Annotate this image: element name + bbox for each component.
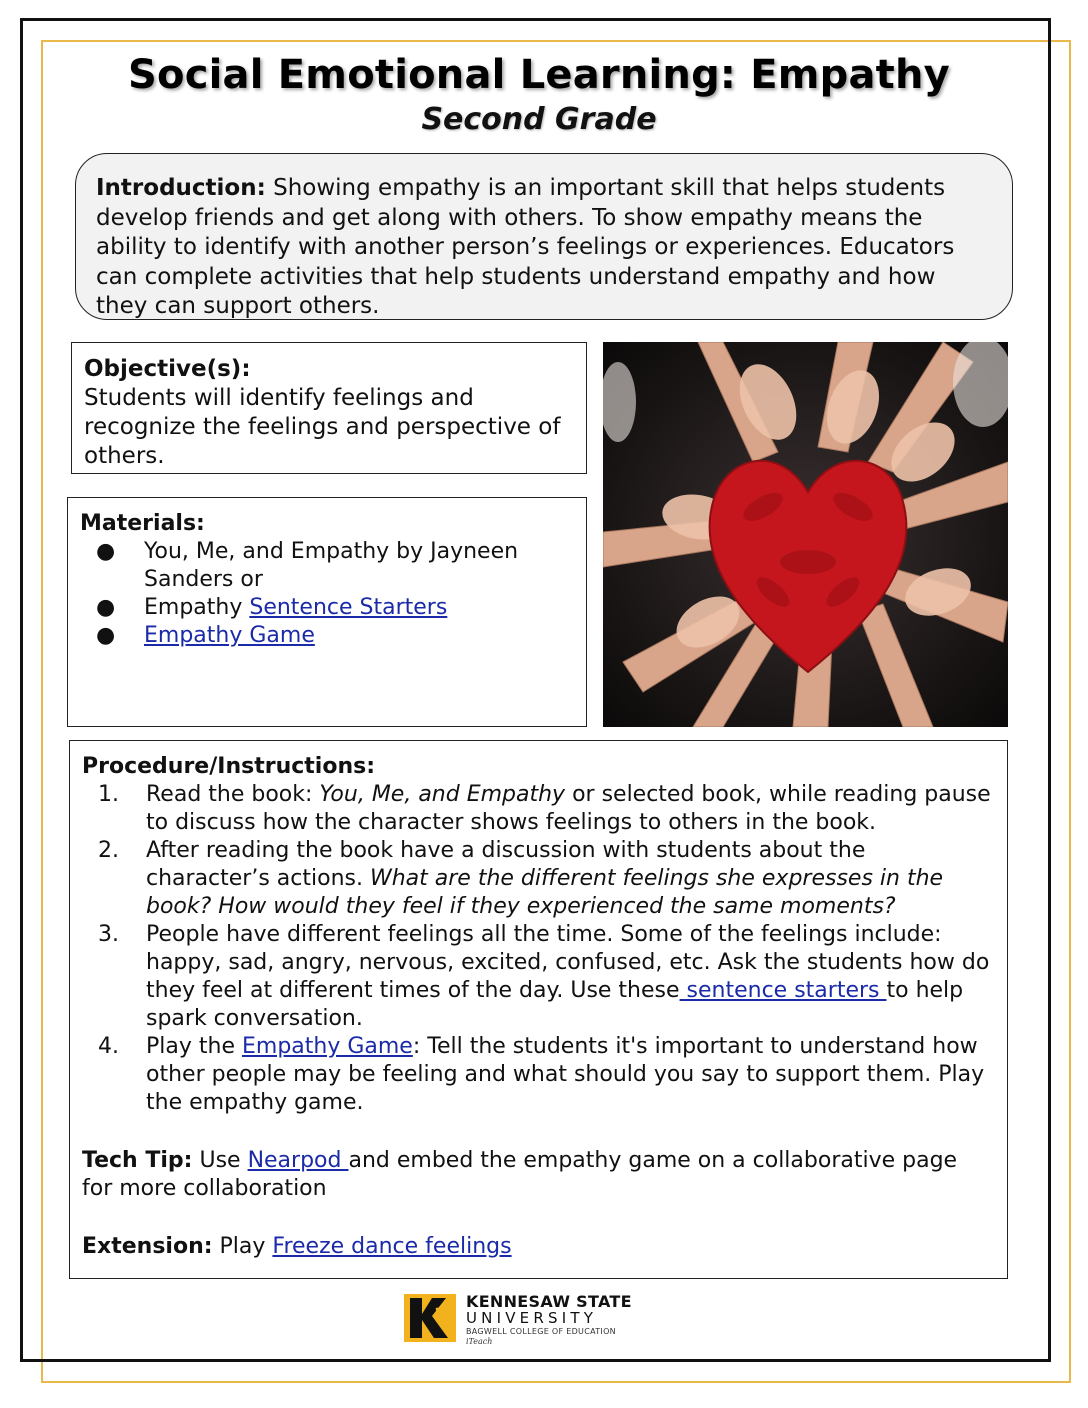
step-text: Play the (146, 1034, 242, 1059)
bullet: ● (96, 595, 116, 620)
procedure-steps (82, 781, 993, 1117)
page-subtitle: Second Grade (421, 102, 657, 137)
ksu-iteach: iTeach (466, 1337, 493, 1346)
tech-tip (82, 1147, 993, 1203)
ksu-college: BAGWELL COLLEGE OF EDUCATION (466, 1327, 616, 1336)
bullet: ● (96, 623, 116, 648)
list-item (80, 538, 574, 594)
step-number: 3. (98, 922, 119, 947)
hands-heart-image (603, 342, 1008, 727)
step-number: 1. (98, 782, 119, 807)
materials-label: Materials: (80, 511, 205, 536)
extension-label: Extension: (82, 1234, 213, 1259)
sentence-starters-link[interactable]: sentence starters (679, 978, 887, 1003)
list-item (80, 622, 574, 650)
materials-item-book: You, Me, and Empathy by Jayneen Sanders or (144, 539, 519, 592)
objective-box (71, 342, 587, 474)
freeze-dance-link[interactable]: Freeze dance feelings (272, 1234, 512, 1259)
ksu-name: KENNESAW STATE (466, 1292, 632, 1311)
objective-text: Students will identify feelings and recognize the feelings and perspective of others. (84, 385, 561, 469)
introduction-box (75, 153, 1013, 320)
step-text: : Tell the students it's important to understand how other people may be feeling and what should you say to support them. Play the empathy game. (146, 1034, 985, 1115)
introduction-text: Showing empathy is an important skill that helps students develop friends and get along with others. To show empathy means the ability to identify with another person’s feelings or experiences. Educators can complete activities that help students understand empathy and how they can support others. (96, 175, 955, 319)
step-number: 4. (98, 1034, 119, 1059)
step-text: or selected book, while reading pause to discuss how the character shows feelings to others in the book. (146, 782, 991, 835)
materials-list (80, 538, 574, 650)
hands-heart-photo (603, 342, 1008, 727)
list-item (82, 921, 993, 1033)
list-item (82, 781, 993, 837)
extension-text: Play (212, 1234, 273, 1259)
page-title: Social Emotional Learning: Empathy (128, 52, 950, 98)
empathy-game-link[interactable]: Empathy Game (241, 1034, 413, 1059)
tech-tip-label: Tech Tip: (82, 1148, 193, 1173)
sentence-starters-link[interactable]: Sentence Starters (249, 595, 448, 620)
tech-tip-text: and embed the empathy game on a collaborative page for more collaboration (82, 1148, 958, 1201)
step-text: After reading the book have a discussion with students about the character’s actions. (146, 838, 866, 891)
empathy-game-link[interactable]: Empathy Game (144, 623, 315, 648)
step-text: People have different feelings all the time. Some of the feelings include: happy, sad, angry, nervous, excited, confused, etc. Ask the students how do they feel at different times of the day. Use these (146, 922, 990, 1003)
procedure-box (69, 740, 1008, 1279)
bullet: ● (96, 539, 116, 564)
step-text: Read the book: (146, 782, 320, 807)
tech-tip-text: Use (192, 1148, 248, 1173)
discussion-questions: What are the different feelings she expresses in the book? How would they feel if they experienced the same moments? (146, 866, 944, 919)
introduction-label: Introduction: (96, 175, 266, 201)
extension (82, 1233, 993, 1261)
list-item (82, 837, 993, 921)
objective-label: Objective(s): (84, 356, 251, 382)
list-item (80, 594, 574, 622)
nearpod-link[interactable]: Nearpod (247, 1148, 349, 1173)
ksu-university: UNIVERSITY (466, 1309, 598, 1327)
procedure-label: Procedure/Instructions: (82, 754, 376, 779)
materials-box (67, 497, 587, 727)
materials-item-prefix: Empathy (144, 595, 250, 620)
step-text: to help spark conversation. (146, 978, 964, 1031)
ksu-ks-icon (402, 1290, 458, 1346)
book-title-italic: You, Me, and Empathy (319, 782, 566, 807)
ksu-logo (402, 1290, 642, 1356)
step-number: 2. (98, 838, 119, 863)
list-item (82, 1033, 993, 1117)
